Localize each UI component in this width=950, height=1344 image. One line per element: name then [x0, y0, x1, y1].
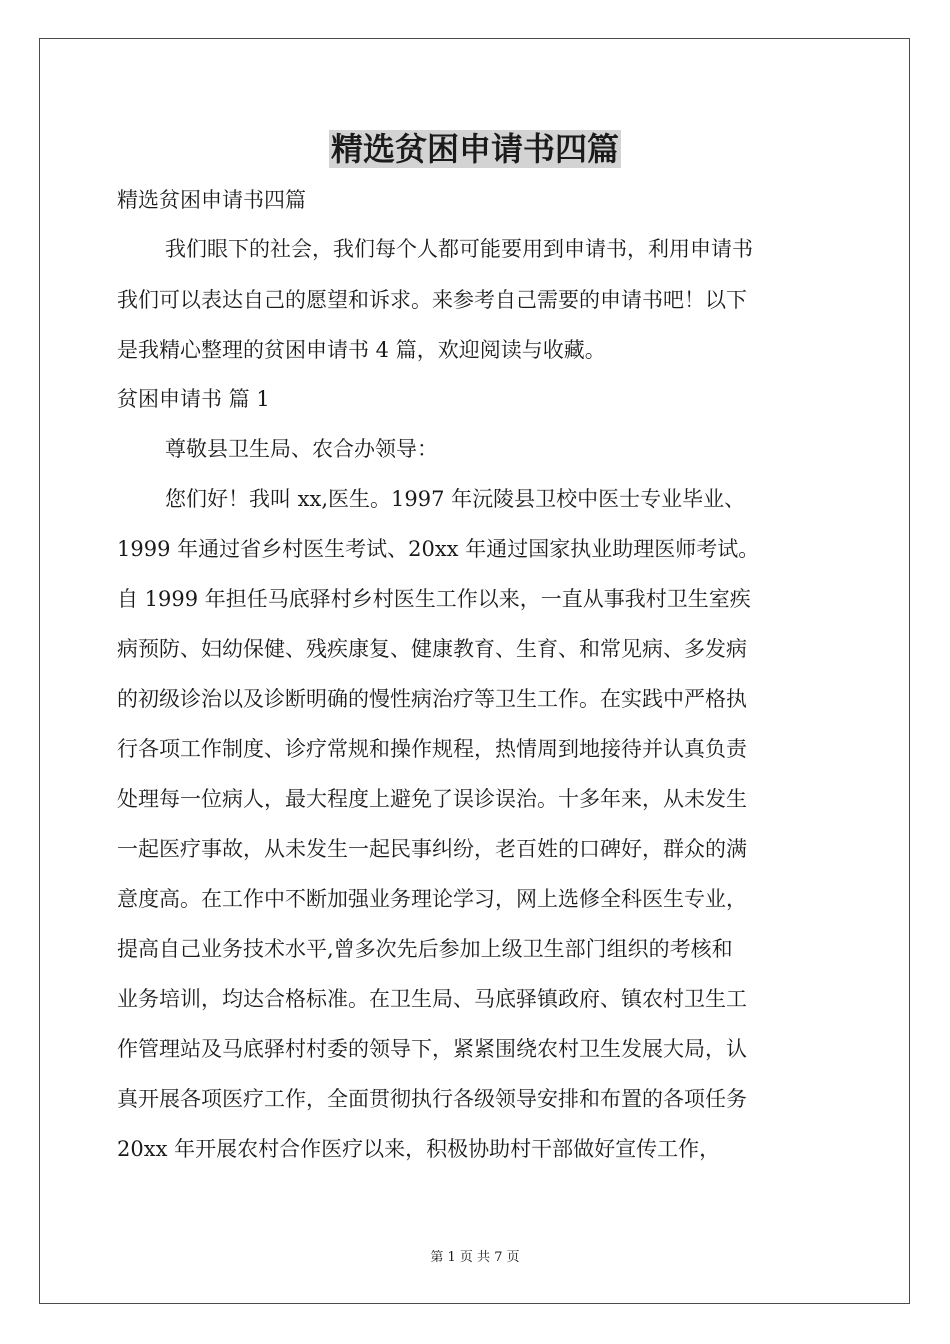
body-line: 意度高。在工作中不断加强业务理论学习，网上选修全科医生专业，: [117, 887, 747, 911]
body-line: 病预防、妇幼保健、残疾康复、健康教育、生育、和常见病、多发病: [117, 637, 747, 661]
body-line: 行各项工作制度、诊疗常规和操作规程，热情周到地接待并认真负责: [117, 737, 747, 761]
page-footer: 第 1 页 共 7 页: [430, 1250, 520, 1265]
body-line: 的初级诊治以及诊断明确的慢性病治疗等卫生工作。在实践中严格执: [117, 687, 747, 711]
body-line: 作管理站及马底驿村村委的领导下，紧紧围绕农村卫生发展大局，认: [117, 1037, 747, 1061]
body-line: 业务培训，均达合格标准。在卫生局、马底驿镇政府、镇农村卫生工: [117, 987, 747, 1011]
body-line: 提高自己业务技术水平,曾多次先后参加上级卫生部门组织的考核和: [117, 937, 733, 961]
body-line: 自 1999 年担任马底驿村乡村医生工作以来，一直从事我村卫生室疾: [117, 587, 751, 611]
body-line: 处理每一位病人，最大程度上避免了误诊误治。十多年来，从未发生: [117, 787, 747, 811]
body-line: 1999 年通过省乡村医生考试、20xx 年通过国家执业助理医师考试。: [117, 537, 760, 561]
intro-line: 我们眼下的社会，我们每个人都可能要用到申请书，利用申请书: [165, 237, 753, 261]
page-border: [39, 38, 910, 1304]
body-line: 20xx 年开展农村合作医疗以来，积极协助村干部做好宣传工作，: [117, 1137, 721, 1161]
intro-line: 我们可以表达自己的愿望和诉求。来参考自己需要的申请书吧！以下: [117, 288, 747, 312]
body-line: 真开展各项医疗工作，全面贯彻执行各级领导安排和布置的各项任务: [117, 1087, 747, 1111]
salutation: 尊敬县卫生局、农合办领导：: [165, 437, 438, 461]
section-heading: 贫困申请书 篇 1: [117, 387, 270, 411]
intro-line: 是我精心整理的贫困申请书 4 篇，欢迎阅读与收藏。: [117, 338, 606, 362]
document-subtitle: 精选贫困申请书四篇: [117, 188, 306, 212]
body-line: 您们好！我叫 xx,医生。1997 年沅陵县卫校中医士专业毕业、: [165, 487, 746, 511]
document-title: 精选贫困申请书四篇: [330, 130, 619, 168]
body-line: 一起医疗事故，从未发生一起民事纠纷，老百姓的口碑好，群众的满: [117, 837, 747, 861]
